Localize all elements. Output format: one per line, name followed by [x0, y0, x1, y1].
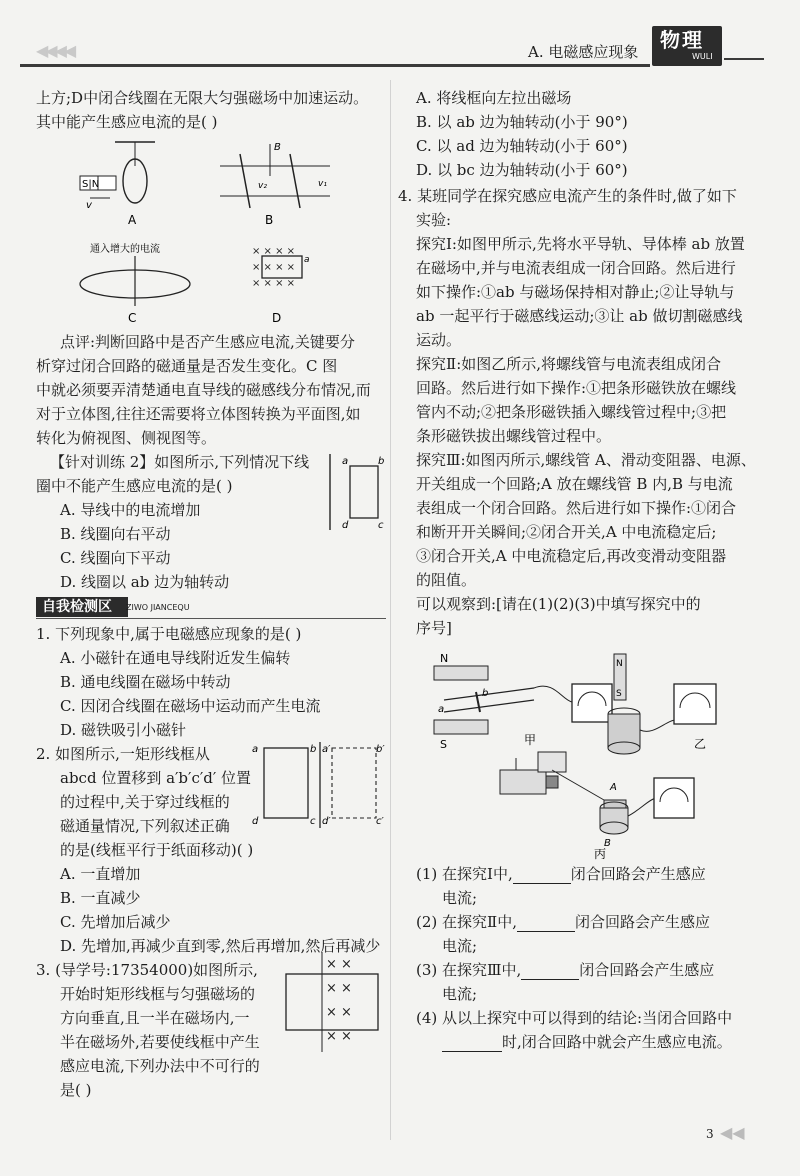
fill-3-cont: 电流;: [442, 985, 478, 1003]
training2-option-d: D. 线圈以 ab 边为轴转动: [60, 573, 230, 591]
q3-figure: [282, 952, 386, 1052]
q2-d1: d′: [322, 816, 331, 827]
t2-c: c: [378, 520, 384, 531]
yi-s: S: [616, 689, 622, 699]
magnet-label: S|N: [82, 179, 100, 190]
header-section-title: A. 电磁感应现象: [528, 43, 639, 61]
experiment-figures: [404, 640, 774, 860]
page-number: 3: [706, 1127, 714, 1141]
intro-line-1: 上方;D中闭合线圈在无限大匀强磁场中加速运动。: [36, 89, 369, 107]
bing-b: B: [604, 838, 611, 849]
q4-line-10: 管内不动;②把条形磁铁插入螺线管过程中;③把: [416, 403, 727, 421]
subject-title: 物理: [660, 28, 704, 52]
q3-option-b: B. 以 ab 边为轴转动(小于 90°): [416, 113, 628, 131]
svg-text:× × × ×: × × × ×: [252, 262, 296, 273]
section-rule: [36, 618, 386, 619]
bing-a: A: [610, 782, 617, 793]
figure-bing: [500, 752, 694, 860]
q4-line-1: 4. 某班同学在探究感应电流产生的条件时,做了如下: [398, 187, 737, 205]
q3-line-5: 感应电流,下列办法中不可行的: [60, 1057, 260, 1075]
q2-line-4: 磁通量情况,下列叙述正确: [60, 817, 230, 835]
conclusion-line-1: (4) 从以上探究中可以得到的结论:当闭合回路中: [416, 1009, 733, 1027]
fill-1-post: 闭合回路会产生感应: [570, 865, 706, 883]
fill-1: [416, 862, 706, 887]
header-arrows: ◀◀◀◀: [36, 41, 74, 60]
q1-stem: 1. 下列现象中,属于电磁感应现象的是( ): [36, 625, 302, 643]
q2-option-d: D. 先增加,再减少直到零,然后再增加,然后再减少: [60, 937, 381, 955]
fill-2: [416, 910, 710, 935]
q2-a1: a′: [322, 744, 331, 755]
fill-1-blank[interactable]: [513, 867, 571, 884]
t2-d: d: [342, 520, 349, 531]
q4-line-15: 和断开开关瞬间;②闭合开关,A 中电流稳定后;: [416, 523, 717, 541]
column-divider: [390, 80, 391, 1140]
conclusion-blank[interactable]: [442, 1035, 502, 1052]
subject-subtitle: WULI: [692, 52, 713, 61]
svg-text:× × × ×: × × × ×: [252, 278, 296, 289]
q2-a: a: [252, 744, 259, 755]
q4-line-3: 探究Ⅰ:如图甲所示,先将水平导轨、导体棒 ab 放置: [416, 235, 745, 253]
training2-option-b: B. 线圈向右平动: [60, 525, 171, 543]
comment-line-4: 对于立体图,往往还需要将立体图转换为平面图,如: [36, 405, 361, 423]
svg-text:× × × ×: × × × ×: [252, 246, 296, 257]
yi-caption: 乙: [694, 737, 707, 751]
yi-n: N: [616, 659, 623, 669]
v2-label: v₂: [258, 181, 267, 191]
q3-option-c: C. 以 ad 边为轴转动(小于 60°): [416, 137, 628, 155]
v1-label: v₁: [318, 179, 327, 189]
svg-text:× ×: × ×: [326, 957, 352, 972]
fill-3-blank[interactable]: [521, 963, 579, 980]
fill-3-post: 闭合回路会产生感应: [579, 961, 715, 979]
q1-option-b: B. 通电线圈在磁场中转动: [60, 673, 231, 691]
conclusion-text: 时,闭合回路中就会产生感应电流。: [502, 1033, 732, 1051]
jia-b: b: [482, 688, 489, 699]
q2-line-3: 的过程中,关于穿过线框的: [60, 793, 230, 811]
q4-line-4: 在磁场中,并与电流表组成一闭合回路。然后进行: [416, 259, 736, 277]
q4-line-19: 序号]: [416, 619, 452, 637]
jia-s: S: [440, 738, 447, 751]
q2-option-b: B. 一直减少: [60, 889, 141, 907]
current-note: 通入增大的电流: [90, 244, 160, 255]
section-subtitle: ZIWO JIANCEQU: [126, 603, 190, 612]
training2-line-2: 圈中不能产生感应电流的是( ): [36, 477, 233, 495]
q4-line-9: 回路。然后进行如下操作:①把条形磁铁放在螺线: [416, 379, 737, 397]
field-label-b: B: [274, 142, 281, 153]
q2-b1: b′: [376, 744, 385, 755]
t2-b: b: [378, 456, 385, 467]
q3-line-3: 方向垂直,且一半在磁场内,一: [60, 1009, 250, 1027]
footer-arrows: ◀◀: [720, 1123, 745, 1142]
q2-option-a: A. 一直增加: [60, 865, 141, 883]
q2-b: b: [310, 744, 317, 755]
fill-2-blank[interactable]: [517, 915, 575, 932]
q2-line-5: 的是(线框平行于纸面移动)( ): [60, 841, 254, 859]
header-rule-right: [724, 58, 764, 60]
q4-line-5: 如下操作:①ab 与磁场保持相对静止;②让导轨与: [416, 283, 735, 301]
velocity-label-a: v: [86, 200, 92, 211]
q2-figure: [248, 740, 388, 832]
q4-line-6: ab 一起平行于磁感线运动;③让 ab 做切割磁感线: [416, 307, 743, 325]
training2-option-a: A. 导线中的电流增加: [60, 501, 201, 519]
svg-text:× ×: × ×: [326, 1005, 352, 1020]
comment-line-5: 转化为俯视图、侧视图等。: [36, 429, 217, 447]
q2-line-2: abcd 位置移到 a′b′c′d′ 位置: [60, 769, 252, 787]
t2-a: a: [342, 456, 349, 467]
figure-jia: [434, 652, 612, 751]
comment-line-3: 中就必须要弄清楚通电直导线的磁感线分布情况,而: [36, 381, 371, 399]
training2-option-c: C. 线圈向下平动: [60, 549, 171, 567]
q2-line-1: 2. 如图所示,一矩形线框从: [36, 745, 210, 763]
q4-line-17: 的阻值。: [416, 571, 477, 589]
q4-line-18: 可以观察到:[请在(1)(2)(3)中填写探究中的: [416, 595, 701, 613]
q1-option-a: A. 小磁针在通电导线附近发生偏转: [60, 649, 291, 667]
jia-caption: 甲: [524, 733, 537, 747]
q2-option-c: C. 先增加后减少: [60, 913, 171, 931]
q4-line-2: 实验:: [416, 211, 452, 229]
training2-line-1: 【针对训练 2】如图所示,下列情况下线: [50, 453, 310, 471]
figure-yi: [608, 654, 716, 754]
svg-text:× ×: × ×: [326, 1029, 352, 1044]
q4-line-7: 运动。: [416, 331, 462, 349]
figure-options-abcd: [60, 136, 360, 326]
q3-line-2: 开始时矩形线框与匀强磁场的: [60, 985, 256, 1003]
jia-a: a: [438, 704, 445, 715]
option-c-label: C: [128, 311, 137, 325]
option-a-label: A: [128, 213, 137, 227]
fill-1-cont: 电流;: [442, 889, 478, 907]
option-d-label: D: [272, 311, 282, 325]
q2-d: d: [252, 816, 259, 827]
subject-tab: [652, 26, 722, 66]
conclusion-line-2: [442, 1030, 732, 1055]
fill-3: [416, 958, 714, 983]
fill-2-pre: (2) 在探究Ⅱ中,: [416, 913, 517, 931]
option-b-label: B: [265, 213, 274, 227]
fill-2-cont: 电流;: [442, 937, 478, 955]
intro-line-2: 其中能产生感应电流的是( ): [36, 113, 218, 131]
q3-option-a: A. 将线框向左拉出磁场: [416, 89, 572, 107]
loop-a-label: a: [304, 255, 310, 265]
q1-option-d: D. 磁铁吸引小磁针: [60, 721, 187, 739]
comment-line-2: 析穿过闭合回路的磁通量是否发生变化。C 图: [36, 357, 338, 375]
fill-3-pre: (3) 在探究Ⅲ中,: [416, 961, 522, 979]
q4-line-11: 条形磁铁拔出螺线管过程中。: [416, 427, 612, 445]
q2-c: c: [310, 816, 316, 827]
section-title: 自我检测区: [36, 597, 128, 617]
fill-1-pre: (1) 在探究Ⅰ中,: [416, 865, 513, 883]
q3-line-1: 3. (导学号:17354000)如图所示,: [36, 961, 258, 979]
svg-text:× ×: × ×: [326, 981, 352, 996]
q2-c1: c′: [376, 816, 384, 827]
q4-line-16: ③闭合开关,A 中电流稳定后,再改变滑动变阻器: [416, 547, 727, 565]
q4-line-13: 开关组成一个回路;A 放在螺线管 B 内,B 与电流: [416, 475, 733, 493]
jia-n: N: [440, 652, 449, 665]
comment-line-1: 点评:判断回路中是否产生感应电流,关键要分: [60, 333, 355, 351]
training2-figure: [320, 452, 390, 532]
q3-line-6: 是( ): [60, 1081, 92, 1099]
bing-caption: 丙: [594, 847, 607, 860]
q3-line-4: 半在磁场外,若要使线框中产生: [60, 1033, 260, 1051]
q4-line-14: 表组成一个闭合回路。然后进行如下操作:①闭合: [416, 499, 737, 517]
fill-2-post: 闭合回路会产生感应: [574, 913, 710, 931]
q4-line-8: 探究Ⅱ:如图乙所示,将螺线管与电流表组成闭合: [416, 355, 722, 373]
q3-option-d: D. 以 bc 边为轴转动(小于 60°): [416, 161, 628, 179]
q1-option-c: C. 因闭合线圈在磁场中运动而产生电流: [60, 697, 321, 715]
q4-line-12: 探究Ⅲ:如图丙所示,螺线管 A、滑动变阻器、电源、: [416, 451, 756, 469]
